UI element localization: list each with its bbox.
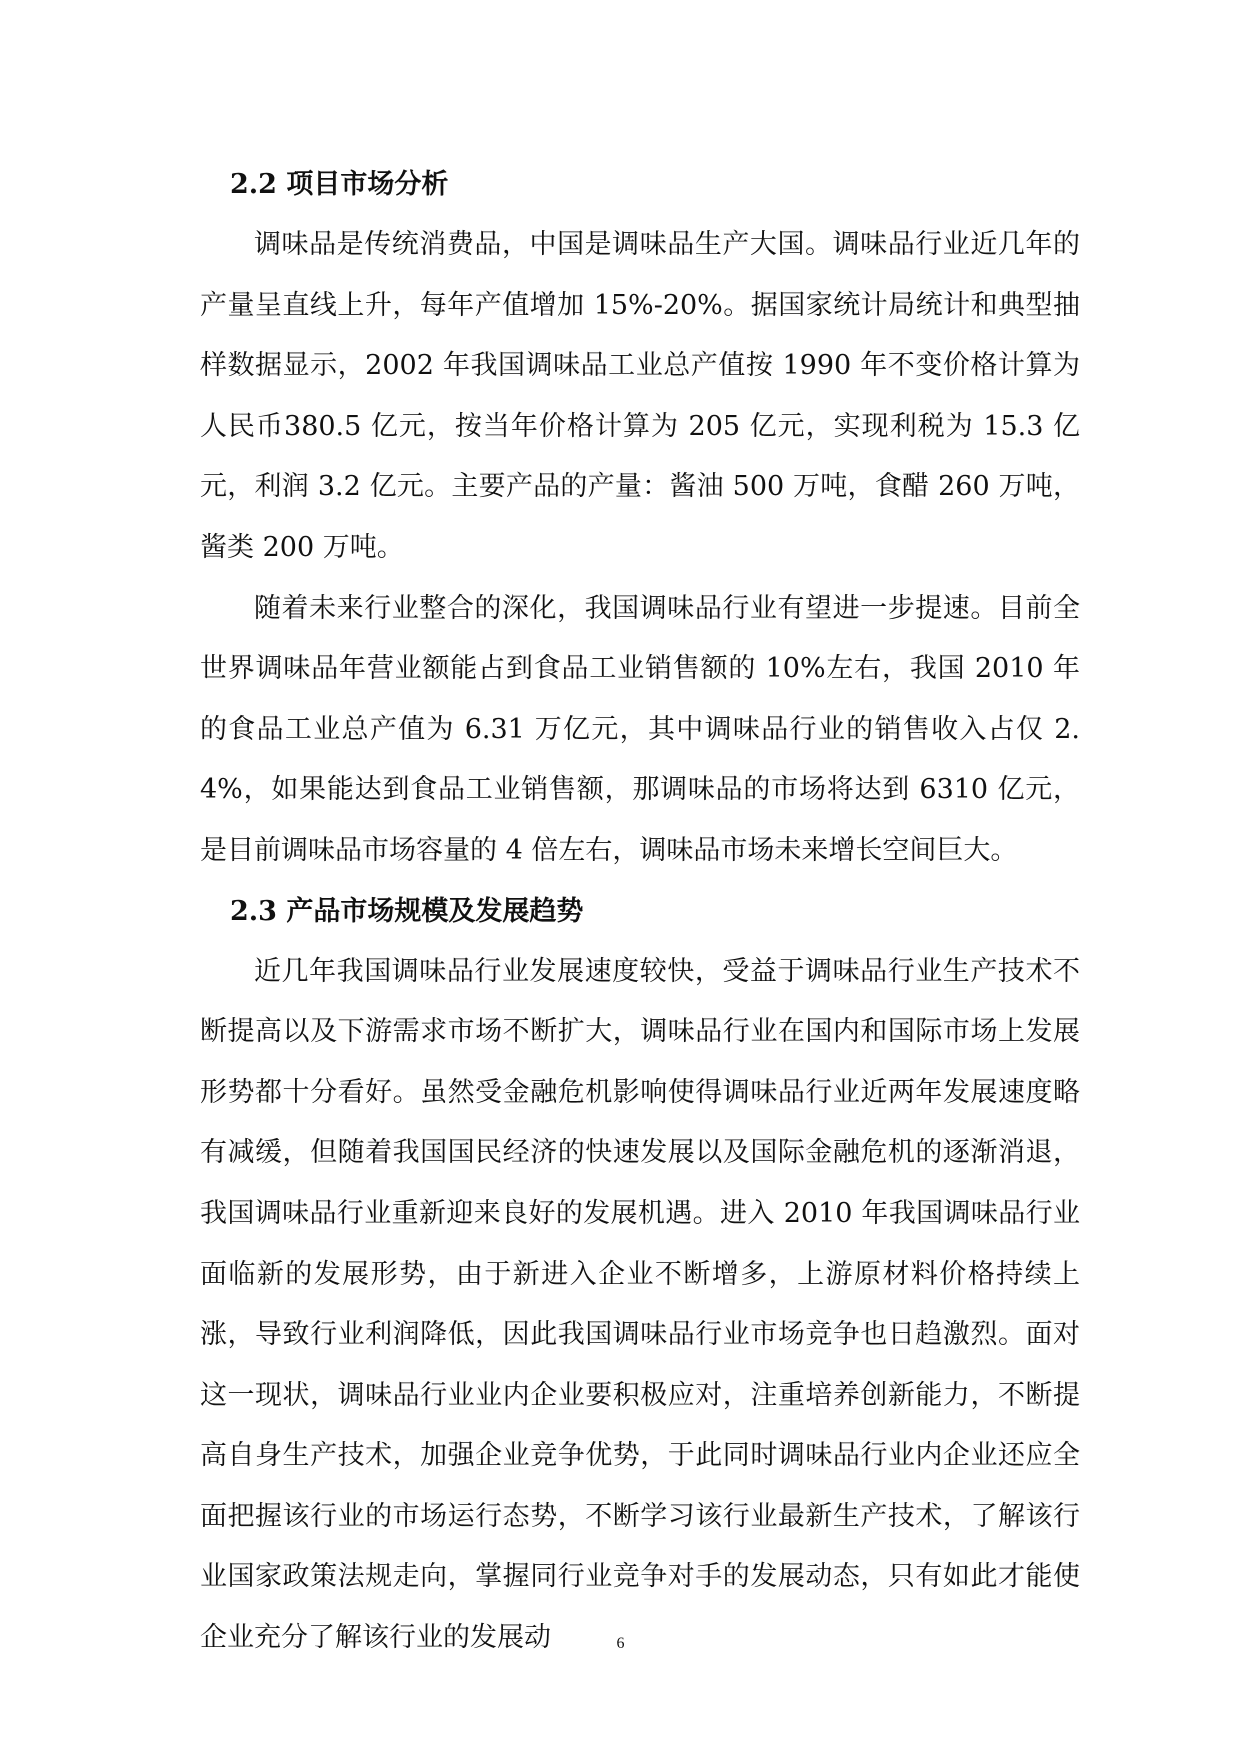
section-heading-2-2: 2.2 项目市场分析	[230, 169, 449, 200]
page-number: 6	[616, 1635, 625, 1652]
section-heading-2-3: 2.3 产品市场规模及发展趋势	[230, 895, 584, 927]
paragraph-market-trends: 近几年我国调味品行业发展速度较快，受益于调味品行业生产技术不断提高以及下游需求市场不断扩大，调味品行业在国内和国际市场上发展形势都十分看好。虽然受金融危机影响使得调味品行业近两年发展速度略有减缓，但随着我国国民经济的快速发展以及国际金融危机的逐渐消退，我国调味品行业重新迎来良好的发展机遇。进入 2010 年我国调味品行业面临新的发展形势，由于新进入企业不断增多，上游原材料价格持续上涨，导致行业利润降低，因此我国调味品行业市场竞争也日趋激烈。面对这一现状，调味品行业业内企业要积极应对，注重培养创新能力，不断提高自身生产技术，加强企业竞争优势，于此同时调味品行业内企业还应全面把握该行业的市场运行态势，不断学习该行业最新生产技术，了解该行业国家政策法规走向，掌握同行业竞争对手的发展动态，只有如此才能使企业充分了解该行业的发展动	[200, 955, 1080, 1654]
paragraph-market-growth: 随着未来行业整合的深化，我国调味品行业有望进一步提速。目前全世界调味品年营业额能占到食品工业销售额的 10%左右，我国 2010 年的食品工业总产值为 6.31 万亿元，其中调味品行业的销售收入占仅 2.4%，如果能达到食品工业销售额，那调味品的市场将达到 6310 亿元，是目前调味品市场容量的 4 倍左右，调味品市场未来增长空间巨大。	[200, 592, 1080, 866]
document-body	[200, 155, 1080, 1669]
paragraph-market-output: 调味品是传统消费品，中国是调味品生产大国。调味品行业近几年的产量呈直线上升，每年产值增加 15%-20%。据国家统计局统计和典型抽样数据显示，2002 年我国调味品工业总产值按 1990 年不变价格计算为人民币380.5 亿元，按当年价格计算为 205 亿元，实现利税为 15.3 亿元，利润 3.2 亿元。主要产品的产量：酱油 500 万吨，食醋 260 万吨，酱类 200 万吨。	[200, 229, 1080, 563]
